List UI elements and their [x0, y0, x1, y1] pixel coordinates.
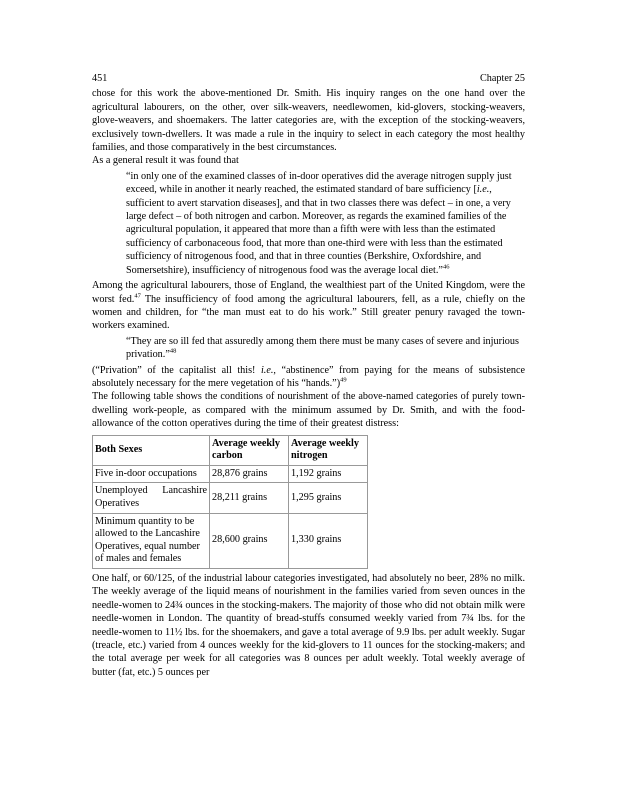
- nourishment-table: [92, 435, 368, 569]
- column-header: Both Sexes: [93, 435, 210, 465]
- page-header: [92, 72, 525, 85]
- quote-text: “in only one of the examined classes of in-door operatives did the average nitrogen supply just exceed, while in another it nearly reached, the estimated standard of bare sufficiency [: [126, 170, 512, 196]
- paragraph-table-intro: The following table shows the conditions of nourishment of the above-named categories of purely town-dwelling work-people, as compared with the minimum assumed by Dr. Smith, and with the food-allowance of the cotton operatives during the time of their greatest distress:: [92, 391, 525, 430]
- page-number: 451: [92, 73, 108, 84]
- table-cell: Minimum quantity to be allowed to the Lancashire Operatives, equal number of males and females: [93, 513, 210, 568]
- table-header-row: [93, 435, 368, 465]
- paragraph-italic: i.e.: [260, 364, 274, 376]
- footnote-ref[interactable]: 48: [169, 347, 177, 355]
- column-header: Average weekly carbon: [210, 435, 289, 465]
- table-cell: Five in-door occupations: [93, 465, 210, 483]
- table-cell: 1,295 grains: [289, 483, 368, 513]
- table-cell: 1,330 grains: [289, 513, 368, 568]
- paragraph-privation: [92, 364, 525, 391]
- table-row: [93, 465, 368, 483]
- quote-text: “They are so ill fed that assuredly among them there must be many cases of severe and injurious privation.”: [126, 335, 519, 361]
- document-page: [92, 72, 525, 679]
- paragraph-consumption: One half, or 60/125, of the industrial labour categories investigated, had absolutely no beer, 28% no milk. The weekly average of the liquid means of nourishment in the families varied from seven ounces in the needle-women to 24¾ ounces in the stocking-makers. The majority of those who did not obtain milk were needle-women in London. The quantity of bread-stuffs consumed weekly varied from 7¾ lbs. for the needle-women to 11½ lbs. for the shoemakers, and gave a total average of 9.9 lbs. per adult weekly. Sugar (treacle, etc.) varied from 4 ounces weekly for the kid-glovers to 11 ounces for the stocking-makers; and the total average per week for all categories was 8 ounces per adult weekly. Total weekly average of butter (fat, etc.) 5 ounces per: [92, 572, 525, 678]
- table-row: [93, 483, 368, 513]
- paragraph-text: Among the agricultural labourers, those of England, the wealthiest part of the United Kingdom, were the worst fed.: [92, 280, 525, 305]
- quote-text: , sufficient to avert starvation diseases], and that in two classes there was defect – in one, a very large defect – of both nitrogen and carbon. Moreover, as regards the examined families of the agricultural population, it appeared that more than a fifth were with less than the estimated sufficiency of carbonaceous food, that more than one-third were with less than the estimated sufficiency of nitrogenous food, and that in three counties (Berkshire, Oxfordshire, and Somersetshire), insufficiency of nitrogenous food was the average local diet.”: [126, 184, 511, 276]
- paragraph-text: The insufficiency of food among the agricultural labourers, fell, as a rule, chiefly on the women and children, for “the man must eat to do his work.” Still greater penury ravaged the town-workers examined.: [92, 293, 525, 332]
- table-cell: Unemployed Lancashire Operatives: [93, 483, 210, 513]
- footnote-ref[interactable]: 46: [442, 263, 450, 271]
- column-header: Average weekly nitrogen: [289, 435, 368, 465]
- block-quote-2: [126, 335, 525, 362]
- paragraph-agricultural: [92, 279, 525, 333]
- footnote-ref[interactable]: 47: [134, 292, 141, 300]
- quote-italic: i.e.: [476, 184, 490, 196]
- paragraph-general-result: As a general result it was found that: [92, 155, 239, 167]
- footnote-ref[interactable]: 49: [340, 376, 347, 384]
- table-cell: 28,211 grains: [210, 483, 289, 513]
- table-row: [93, 513, 368, 568]
- paragraph-text: (“Privation” of the capitalist all this!: [92, 364, 261, 376]
- table-cell: 28,600 grains: [210, 513, 289, 568]
- block-quote-1: [126, 170, 525, 277]
- table-cell: 1,192 grains: [289, 465, 368, 483]
- paragraph-intro: chose for this work the above-mentioned Dr. Smith. His inquiry ranges on the one hand over the agricultural labourers, on the other, over silk-weavers, needlewomen, kid-glovers, stocking-weavers, glove-weavers, and shoemakers. The latter categories are, with the exception of the stocking-weavers, exclusively town-dwellers. It was made a rule in the inquiry to select in each category the most healthy families, and those comparatively in the best circumstances.: [92, 88, 525, 154]
- chapter-title: Chapter 25: [480, 73, 525, 84]
- table-cell: 28,876 grains: [210, 465, 289, 483]
- paragraph-text: , “abstinence” from paying for the means of subsistence absolutely necessary for the mere vegetation of his “hands.”): [92, 364, 525, 389]
